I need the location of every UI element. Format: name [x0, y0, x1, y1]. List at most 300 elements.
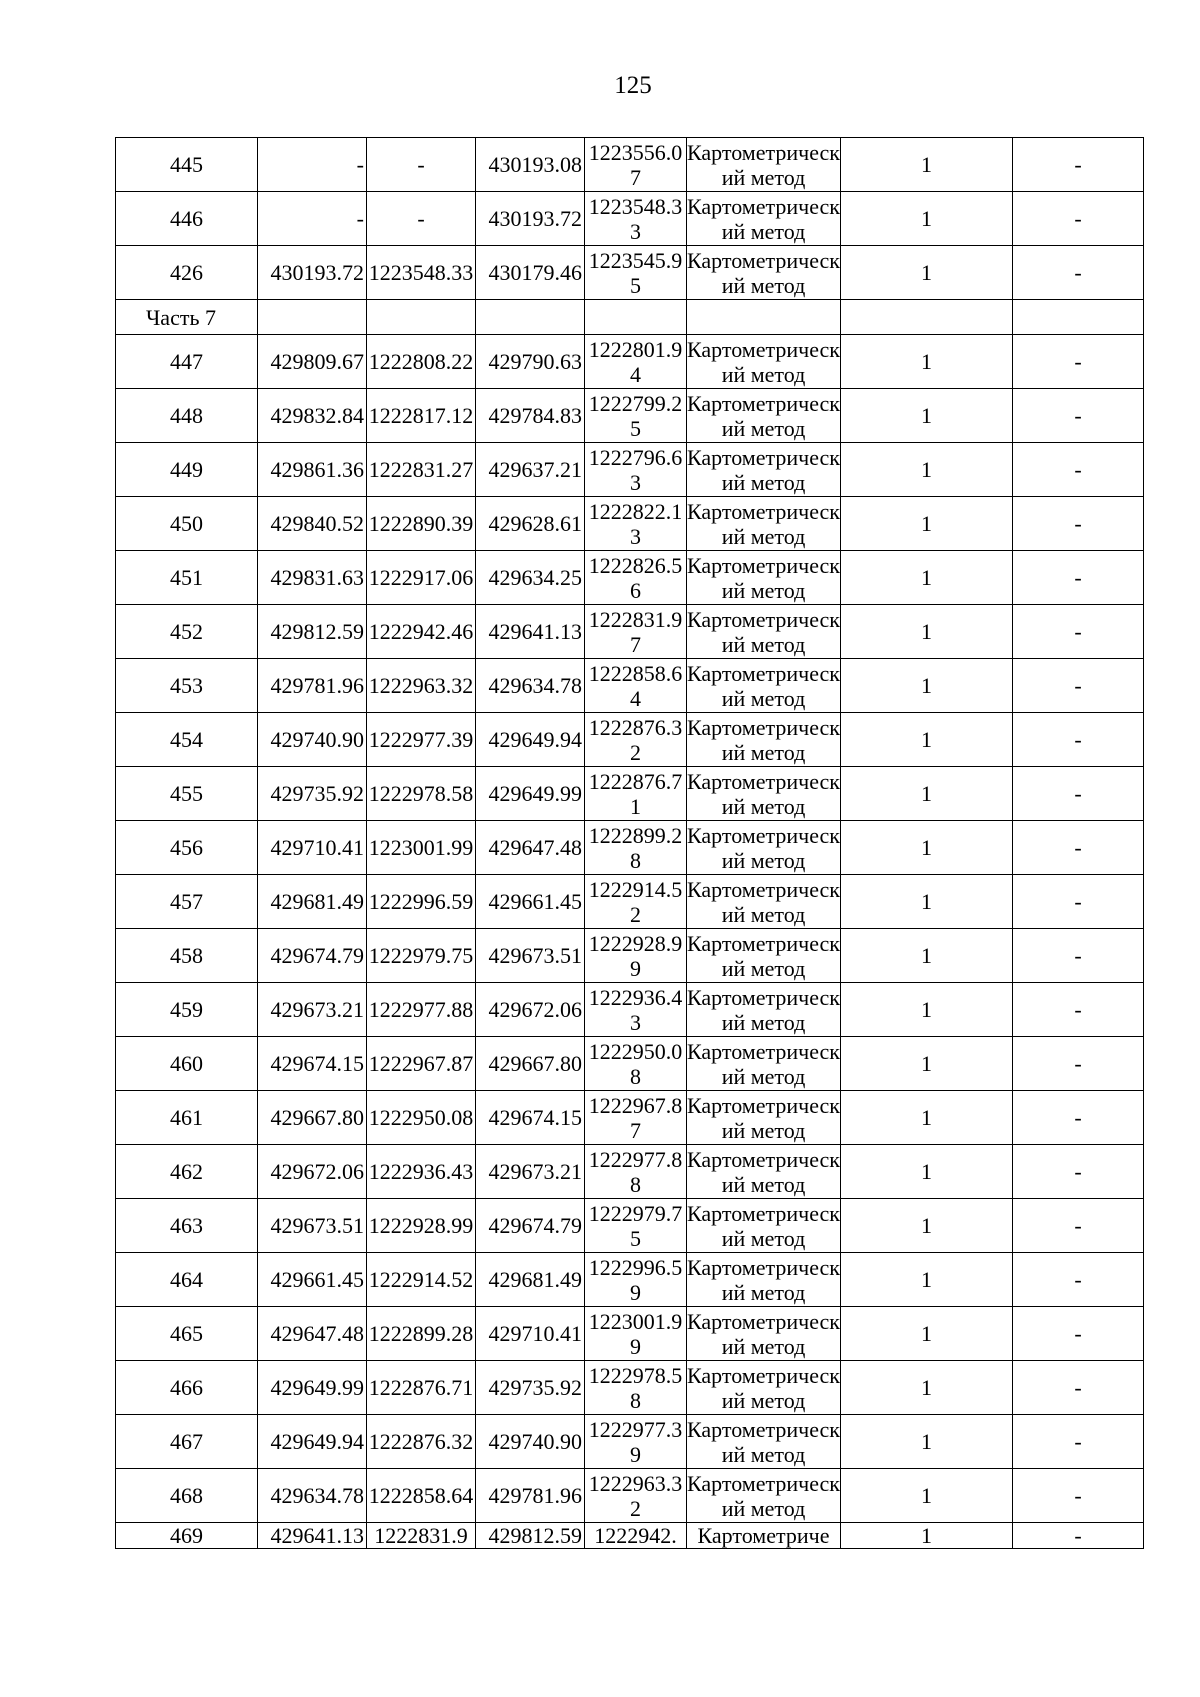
y-to-text: 1222963.32 — [588, 1470, 683, 1521]
point-number-cell: 460 — [116, 1037, 258, 1091]
x-from-cell: 429672.06 — [258, 1145, 367, 1199]
y-from-text: 1222899.28 — [368, 1321, 474, 1346]
y-from-text: 1222928.99 — [368, 1213, 474, 1238]
y-from-text: - — [417, 206, 425, 231]
y-to-cell — [585, 1469, 687, 1523]
x-to-cell: 429784.83 — [476, 389, 585, 443]
note-cell: - — [1013, 875, 1144, 929]
y-from-cell — [367, 1469, 476, 1523]
y-to-cell — [585, 1361, 687, 1415]
y-to-cell — [585, 138, 687, 192]
precision-cell: 1 — [841, 389, 1013, 443]
y-to-text: 1222831.97 — [588, 606, 683, 657]
x-from-cell: 429641.13 — [258, 1523, 367, 1549]
method-text: Картометрический метод — [687, 1092, 840, 1143]
y-to-cell — [585, 335, 687, 389]
y-to-cell — [585, 1091, 687, 1145]
precision-cell: 1 — [841, 1361, 1013, 1415]
table-row — [116, 605, 1144, 659]
y-from-cell — [367, 1145, 476, 1199]
precision-cell: 1 — [841, 1415, 1013, 1469]
y-to-cell — [585, 929, 687, 983]
method-cell — [687, 551, 841, 605]
y-from-text: 1222876.32 — [368, 1429, 474, 1454]
method-text: Картометрический метод — [687, 390, 840, 441]
y-to-text: 1222978.58 — [588, 1362, 683, 1413]
note-cell: - — [1013, 1415, 1144, 1469]
method-text: Картометрический метод — [687, 1416, 840, 1467]
y-from-cell — [367, 551, 476, 605]
note-cell: - — [1013, 1199, 1144, 1253]
precision-cell: 1 — [841, 767, 1013, 821]
y-to-cell — [585, 767, 687, 821]
y-to-text: 1222796.63 — [588, 444, 683, 495]
table-row — [116, 659, 1144, 713]
y-from-text: 1222950.08 — [368, 1105, 474, 1130]
method-text: Картометрический метод — [687, 768, 840, 819]
y-from-cell — [367, 192, 476, 246]
x-to-cell: 430179.46 — [476, 246, 585, 300]
method-cell — [687, 1415, 841, 1469]
y-from-cell — [367, 1091, 476, 1145]
point-number-cell: 463 — [116, 1199, 258, 1253]
x-from-cell: 429647.48 — [258, 1307, 367, 1361]
x-from-cell: 429673.21 — [258, 983, 367, 1037]
method-text: Картометрический метод — [687, 1308, 840, 1359]
point-number-cell: 453 — [116, 659, 258, 713]
x-to-cell: 429634.25 — [476, 551, 585, 605]
y-from-text: 1222977.88 — [368, 997, 474, 1022]
x-to-cell: 429672.06 — [476, 983, 585, 1037]
point-number-cell: 458 — [116, 929, 258, 983]
method-text: Картометрический метод — [687, 139, 840, 190]
y-from-cell — [367, 767, 476, 821]
note-cell: - — [1013, 246, 1144, 300]
point-number-cell: 464 — [116, 1253, 258, 1307]
y-from-text: 1222936.43 — [368, 1159, 474, 1184]
note-cell: - — [1013, 1037, 1144, 1091]
y-to-cell — [585, 246, 687, 300]
note-cell: - — [1013, 389, 1144, 443]
point-number-cell: 457 — [116, 875, 258, 929]
y-from-cell — [367, 875, 476, 929]
y-from-text: 1222978.58 — [368, 781, 474, 806]
y-to-text: 1223548.33 — [588, 193, 683, 244]
y-from-text: 1222963.32 — [368, 673, 474, 698]
y-to-cell — [585, 1253, 687, 1307]
y-to-text: 1222822.13 — [588, 498, 683, 549]
table-row — [116, 1145, 1144, 1199]
method-text: Картометрический метод — [687, 1200, 840, 1251]
point-number-cell: 466 — [116, 1361, 258, 1415]
precision-cell: 1 — [841, 929, 1013, 983]
method-cell — [687, 1361, 841, 1415]
point-number-cell: 456 — [116, 821, 258, 875]
table-row — [116, 551, 1144, 605]
note-cell: - — [1013, 821, 1144, 875]
y-from-cell — [367, 605, 476, 659]
point-number-cell: 455 — [116, 767, 258, 821]
y-to-cell — [585, 713, 687, 767]
y-to-text: 1222799.25 — [588, 390, 683, 441]
y-to-cell — [585, 1199, 687, 1253]
x-from-cell: 429681.49 — [258, 875, 367, 929]
method-cell — [687, 875, 841, 929]
x-from-cell: - — [258, 138, 367, 192]
method-text: Картометрический метод — [687, 498, 840, 549]
x-from-cell: 430193.72 — [258, 246, 367, 300]
table-row — [116, 929, 1144, 983]
y-from-text: 1222977.39 — [368, 727, 474, 752]
table-row — [116, 1523, 1144, 1549]
empty-cell — [585, 300, 687, 335]
y-to-cell — [585, 875, 687, 929]
precision-cell: 1 — [841, 983, 1013, 1037]
precision-cell: 1 — [841, 1523, 1013, 1549]
y-from-cell — [367, 1199, 476, 1253]
method-text: Картометрический метод — [687, 1254, 840, 1305]
table-row — [116, 1253, 1144, 1307]
method-cell: Картометриче — [687, 1523, 841, 1549]
table-row — [116, 1469, 1144, 1523]
empty-cell — [476, 300, 585, 335]
y-from-text: - — [417, 152, 425, 177]
x-to-cell: 429674.15 — [476, 1091, 585, 1145]
method-cell — [687, 1091, 841, 1145]
note-cell: - — [1013, 497, 1144, 551]
y-from-text: 1222917.06 — [368, 565, 474, 590]
x-from-cell: 429840.52 — [258, 497, 367, 551]
y-from-text: 1222967.87 — [368, 1051, 474, 1076]
precision-cell: 1 — [841, 659, 1013, 713]
table-row — [116, 713, 1144, 767]
table-row — [116, 1415, 1144, 1469]
x-from-cell: 429832.84 — [258, 389, 367, 443]
precision-cell: 1 — [841, 497, 1013, 551]
table-row — [116, 1361, 1144, 1415]
x-from-cell: 429634.78 — [258, 1469, 367, 1523]
table-row — [116, 1307, 1144, 1361]
point-number-cell: 465 — [116, 1307, 258, 1361]
method-text: Картометрический метод — [687, 1362, 840, 1413]
point-number-cell: 459 — [116, 983, 258, 1037]
x-from-cell: 429674.79 — [258, 929, 367, 983]
note-cell: - — [1013, 1091, 1144, 1145]
y-to-cell — [585, 821, 687, 875]
method-cell — [687, 1307, 841, 1361]
method-cell — [687, 659, 841, 713]
method-cell — [687, 767, 841, 821]
y-from-cell — [367, 497, 476, 551]
precision-cell: 1 — [841, 821, 1013, 875]
x-from-cell: 429674.15 — [258, 1037, 367, 1091]
method-cell — [687, 497, 841, 551]
y-to-text: 1222826.56 — [588, 552, 683, 603]
table-row — [116, 335, 1144, 389]
y-to-cell — [585, 1415, 687, 1469]
x-to-cell: 429647.48 — [476, 821, 585, 875]
point-number-cell: 426 — [116, 246, 258, 300]
note-cell: - — [1013, 1361, 1144, 1415]
precision-cell: 1 — [841, 192, 1013, 246]
x-from-cell: 429649.99 — [258, 1361, 367, 1415]
y-to-text: 1222899.28 — [588, 822, 683, 873]
table-row — [116, 983, 1144, 1037]
y-from-cell — [367, 929, 476, 983]
y-to-text: 1222936.43 — [588, 984, 683, 1035]
method-text: Картометрический метод — [687, 1146, 840, 1197]
y-from-cell — [367, 983, 476, 1037]
empty-cell — [841, 300, 1013, 335]
y-from-text: 1223001.99 — [368, 835, 474, 860]
x-to-cell: 429812.59 — [476, 1523, 585, 1549]
page-number: 125 — [614, 72, 652, 99]
method-cell — [687, 983, 841, 1037]
y-from-text: 1222914.52 — [368, 1267, 474, 1292]
method-text: Картометрический метод — [687, 193, 840, 244]
y-from-text: 1223548.33 — [368, 260, 474, 285]
x-to-cell: 429790.63 — [476, 335, 585, 389]
y-from-cell — [367, 335, 476, 389]
point-number-cell: 448 — [116, 389, 258, 443]
y-from-cell — [367, 1037, 476, 1091]
note-cell: - — [1013, 551, 1144, 605]
note-cell: - — [1013, 929, 1144, 983]
precision-cell: 1 — [841, 1145, 1013, 1199]
x-to-cell: 429661.45 — [476, 875, 585, 929]
y-from-cell — [367, 821, 476, 875]
y-from-cell — [367, 659, 476, 713]
y-from-cell — [367, 713, 476, 767]
x-to-cell: 429634.78 — [476, 659, 585, 713]
x-to-cell: 429710.41 — [476, 1307, 585, 1361]
table-row — [116, 192, 1144, 246]
y-from-text: 1222817.12 — [368, 403, 474, 428]
empty-cell — [258, 300, 367, 335]
method-cell — [687, 1037, 841, 1091]
method-text: Картометрический метод — [687, 876, 840, 927]
x-from-cell: 429661.45 — [258, 1253, 367, 1307]
note-cell: - — [1013, 1469, 1144, 1523]
x-from-cell: 429710.41 — [258, 821, 367, 875]
precision-cell: 1 — [841, 551, 1013, 605]
point-number-cell: 467 — [116, 1415, 258, 1469]
note-cell: - — [1013, 1145, 1144, 1199]
table-row — [116, 1199, 1144, 1253]
x-from-cell: 429781.96 — [258, 659, 367, 713]
x-from-cell: 429735.92 — [258, 767, 367, 821]
y-to-cell — [585, 1307, 687, 1361]
x-to-cell: 429673.51 — [476, 929, 585, 983]
y-from-text: 1222890.39 — [368, 511, 474, 536]
y-from-cell — [367, 1307, 476, 1361]
point-number-cell: 454 — [116, 713, 258, 767]
method-text: Картометрический метод — [687, 714, 840, 765]
y-from-cell — [367, 1415, 476, 1469]
x-from-cell: 429740.90 — [258, 713, 367, 767]
y-to-text: 1222876.32 — [588, 714, 683, 765]
note-cell: - — [1013, 659, 1144, 713]
method-cell — [687, 713, 841, 767]
method-cell — [687, 1253, 841, 1307]
x-from-cell: 429809.67 — [258, 335, 367, 389]
note-cell: - — [1013, 138, 1144, 192]
precision-cell: 1 — [841, 138, 1013, 192]
note-cell: - — [1013, 192, 1144, 246]
y-to-cell — [585, 551, 687, 605]
point-number-cell: 447 — [116, 335, 258, 389]
y-from-text: 1222942.46 — [368, 619, 474, 644]
y-to-text: 1222914.52 — [588, 876, 683, 927]
note-cell: - — [1013, 767, 1144, 821]
method-cell — [687, 1199, 841, 1253]
method-cell — [687, 821, 841, 875]
y-from-cell — [367, 246, 476, 300]
precision-cell: 1 — [841, 713, 1013, 767]
note-cell: - — [1013, 1307, 1144, 1361]
x-to-cell: 429740.90 — [476, 1415, 585, 1469]
x-to-cell: 429641.13 — [476, 605, 585, 659]
table-row — [116, 497, 1144, 551]
precision-cell: 1 — [841, 1199, 1013, 1253]
y-to-text: 1222876.71 — [588, 768, 683, 819]
method-text: Картометрический метод — [687, 984, 840, 1035]
y-from-text: 1222979.75 — [368, 943, 474, 968]
y-to-cell — [585, 443, 687, 497]
y-to-text: 1222979.75 — [588, 1200, 683, 1251]
x-to-cell: 429781.96 — [476, 1469, 585, 1523]
method-cell — [687, 929, 841, 983]
method-text: Картометрический метод — [687, 1038, 840, 1089]
table-row — [116, 767, 1144, 821]
y-from-cell — [367, 443, 476, 497]
precision-cell: 1 — [841, 1469, 1013, 1523]
method-text: Картометрический метод — [687, 247, 840, 298]
x-to-cell: 429681.49 — [476, 1253, 585, 1307]
y-from-cell — [367, 138, 476, 192]
method-cell — [687, 389, 841, 443]
note-cell: - — [1013, 1523, 1144, 1549]
y-to-text: 1223545.95 — [588, 247, 683, 298]
x-to-cell: 429673.21 — [476, 1145, 585, 1199]
method-cell — [687, 335, 841, 389]
note-cell: - — [1013, 605, 1144, 659]
y-from-cell — [367, 1361, 476, 1415]
table-row — [116, 875, 1144, 929]
method-cell — [687, 192, 841, 246]
point-number-cell: 468 — [116, 1469, 258, 1523]
y-from-text: 1222808.22 — [368, 349, 474, 374]
method-text: Картометрический метод — [687, 930, 840, 981]
y-to-text: 1223556.07 — [588, 139, 683, 190]
precision-cell: 1 — [841, 605, 1013, 659]
method-text: Картометрический метод — [687, 444, 840, 495]
method-cell — [687, 246, 841, 300]
y-to-cell — [585, 1037, 687, 1091]
y-to-cell: 1222942. — [585, 1523, 687, 1549]
method-text: Картометрический метод — [687, 1470, 840, 1521]
x-from-cell: 429861.36 — [258, 443, 367, 497]
note-cell: - — [1013, 1253, 1144, 1307]
point-number-cell: 451 — [116, 551, 258, 605]
x-from-cell: 429667.80 — [258, 1091, 367, 1145]
y-to-text: 1222928.99 — [588, 930, 683, 981]
table-row — [116, 821, 1144, 875]
table-row — [116, 138, 1144, 192]
point-number-cell: 452 — [116, 605, 258, 659]
precision-cell: 1 — [841, 1091, 1013, 1145]
y-to-text: 1222801.94 — [588, 336, 683, 387]
point-number-cell: 445 — [116, 138, 258, 192]
precision-cell: 1 — [841, 1253, 1013, 1307]
y-to-cell — [585, 983, 687, 1037]
method-cell — [687, 443, 841, 497]
precision-cell: 1 — [841, 443, 1013, 497]
x-to-cell: 429637.21 — [476, 443, 585, 497]
x-to-cell: 429667.80 — [476, 1037, 585, 1091]
method-text: Картометрический метод — [687, 336, 840, 387]
precision-cell: 1 — [841, 875, 1013, 929]
point-number-cell: 449 — [116, 443, 258, 497]
method-text: Картометрический метод — [687, 822, 840, 873]
y-to-cell — [585, 659, 687, 713]
x-from-cell: 429649.94 — [258, 1415, 367, 1469]
note-cell: - — [1013, 713, 1144, 767]
x-to-cell: 429649.94 — [476, 713, 585, 767]
table-row — [116, 443, 1144, 497]
x-to-cell: 429628.61 — [476, 497, 585, 551]
x-to-cell: 429674.79 — [476, 1199, 585, 1253]
y-from-text: 1222858.64 — [368, 1483, 474, 1508]
x-from-cell: 429673.51 — [258, 1199, 367, 1253]
part-label: Часть 7 — [116, 300, 258, 335]
y-to-cell — [585, 389, 687, 443]
method-text: Картометрический метод — [687, 660, 840, 711]
x-to-cell: 430193.08 — [476, 138, 585, 192]
table-row — [116, 389, 1144, 443]
coordinates-table — [115, 137, 1144, 1549]
empty-cell — [687, 300, 841, 335]
x-from-cell: 429812.59 — [258, 605, 367, 659]
note-cell: - — [1013, 983, 1144, 1037]
empty-cell — [1013, 300, 1144, 335]
y-to-text: 1223001.99 — [588, 1308, 683, 1359]
precision-cell: 1 — [841, 1037, 1013, 1091]
empty-cell — [367, 300, 476, 335]
y-to-cell — [585, 605, 687, 659]
precision-cell: 1 — [841, 246, 1013, 300]
method-text: Картометрический метод — [687, 606, 840, 657]
y-from-cell — [367, 1253, 476, 1307]
y-to-cell — [585, 192, 687, 246]
method-cell — [687, 138, 841, 192]
method-cell — [687, 1469, 841, 1523]
y-from-cell: 1222831.9 — [367, 1523, 476, 1549]
x-to-cell: 430193.72 — [476, 192, 585, 246]
y-from-text: 1222996.59 — [368, 889, 474, 914]
y-to-text: 1222977.39 — [588, 1416, 683, 1467]
y-to-cell — [585, 497, 687, 551]
y-from-cell — [367, 389, 476, 443]
y-to-text: 1222996.59 — [588, 1254, 683, 1305]
y-from-text: 1222831.27 — [368, 457, 474, 482]
x-to-cell: 429649.99 — [476, 767, 585, 821]
precision-cell: 1 — [841, 335, 1013, 389]
part-header-row — [116, 300, 1144, 335]
y-to-text: 1222858.64 — [588, 660, 683, 711]
table-row — [116, 1037, 1144, 1091]
y-from-text: 1222876.71 — [368, 1375, 474, 1400]
